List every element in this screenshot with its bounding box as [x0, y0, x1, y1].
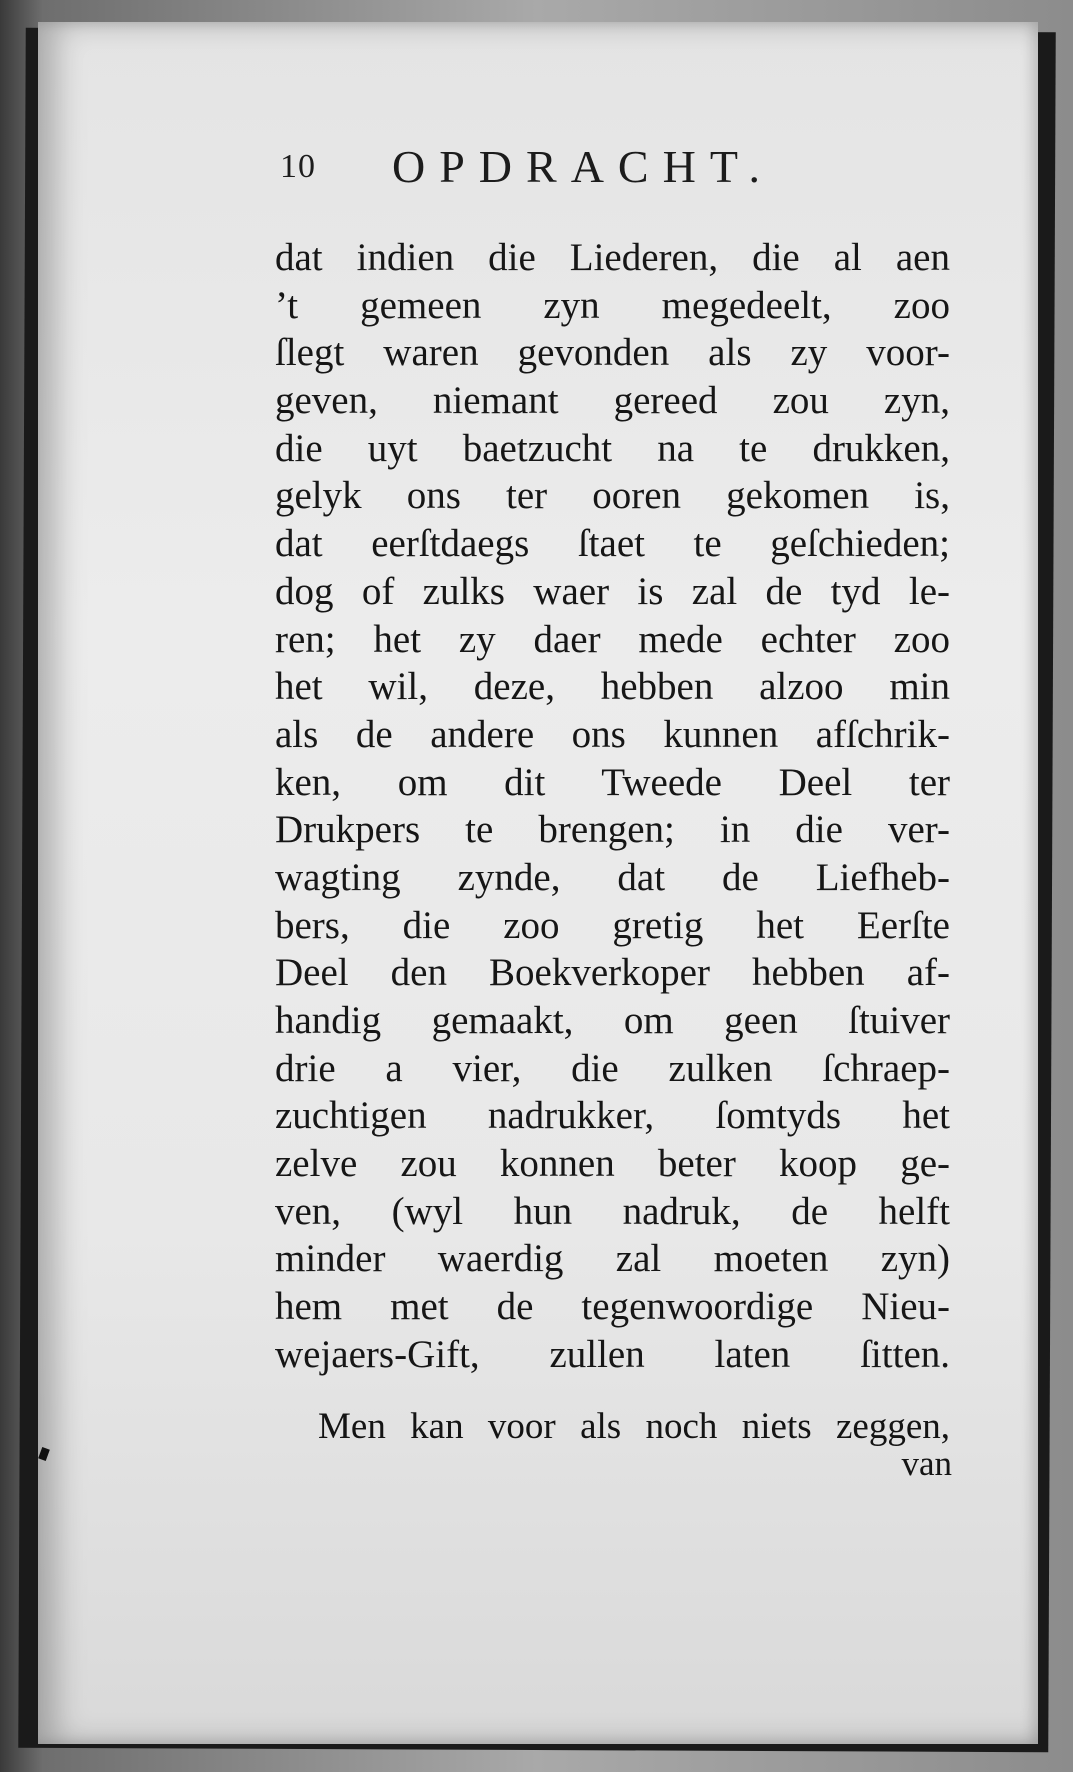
text-line: ’t gemeen zyn megedeelt, zoo — [275, 283, 950, 327]
text-line: bers, die zoo gretig het Eerſte — [275, 903, 950, 947]
text-line: drie a vier, die zulken ſchraep- — [275, 1046, 950, 1090]
text-line: Deel den Boekverkoper hebben af- — [275, 951, 950, 995]
text-line: ken, om dit Tweede Deel ter — [275, 760, 950, 804]
text-line: geven, niemant gereed zou zyn, — [275, 379, 950, 423]
text-line: ren; het zy daer mede echter zoo — [275, 617, 950, 661]
catchword: van — [901, 1444, 952, 1483]
body-text — [275, 234, 950, 1379]
text-line: dog of zulks waer is zal de tyd le- — [275, 569, 950, 613]
text-line: hem met de tegenwoordige Nieu- — [275, 1285, 950, 1329]
text-line: als de andere ons kunnen afſchrik- — [275, 712, 950, 756]
text-line: dat eerſtdaegs ſtaet te geſchieden; — [275, 522, 950, 566]
text-line: ſlegt waren gevonden als zy voor- — [275, 331, 950, 375]
text-line: wagting zynde, dat de Liefheb- — [275, 855, 950, 899]
text-line: die uyt baetzucht na te drukken, — [275, 426, 950, 470]
text-line: Drukpers te brengen; in die ver- — [275, 808, 950, 852]
text-line: het wil, deze, hebben alzoo min — [275, 665, 950, 709]
page-number: 10 — [280, 148, 316, 185]
text-line: wejaers-Gift, zullen laten ſitten. — [275, 1332, 950, 1376]
text-line: dat indien die Liederen, die al aen — [275, 236, 950, 279]
text-line: zelve zou konnen beter koop ge- — [275, 1142, 950, 1186]
running-head — [280, 140, 880, 200]
paragraph-2-first-line: Men kan voor als noch niets zeggen, — [318, 1406, 950, 1447]
text-line: gelyk ons ter ooren gekomen is, — [275, 474, 950, 518]
text-line: minder waerdig zal moeten zyn) — [275, 1237, 950, 1281]
text-line: handig gemaakt, om geen ſtuiver — [275, 999, 950, 1042]
text-line: ven, (wyl hun nadruk, de helft — [275, 1189, 950, 1233]
text-line: zuchtigen nadrukker, ſomtyds het — [275, 1094, 950, 1138]
page-title: OPDRACHT. — [392, 141, 775, 192]
